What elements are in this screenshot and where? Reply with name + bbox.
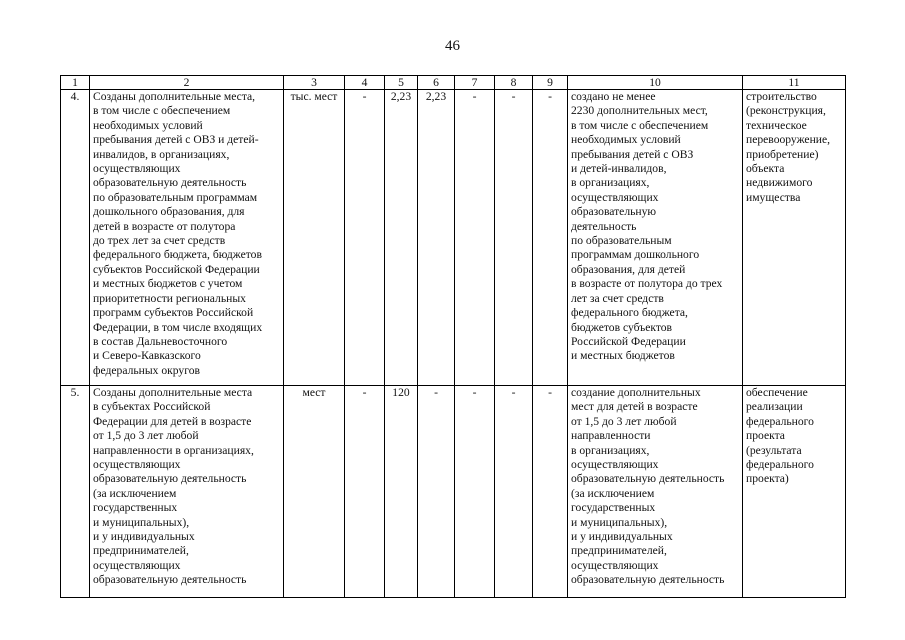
header-col-10: 10 bbox=[568, 76, 743, 90]
text-line: в том числе с обеспечением bbox=[93, 104, 231, 118]
header-col-11: 11 bbox=[743, 76, 846, 90]
text-line: (реконструкция, bbox=[746, 104, 826, 118]
value-col-7: - bbox=[455, 90, 495, 386]
result-type bbox=[743, 90, 846, 386]
text-line: мест для детей в возрасте bbox=[571, 400, 698, 414]
text-line: от 1,5 до 3 лет любой bbox=[571, 414, 677, 428]
text-line: приоритетности региональных bbox=[93, 291, 246, 305]
text-line: предпринимателей, bbox=[571, 544, 667, 558]
page-number: 46 bbox=[445, 38, 460, 54]
unit-cell: тыс. мест bbox=[284, 90, 345, 386]
text-line: (за исключением bbox=[571, 486, 655, 500]
header-row bbox=[61, 76, 846, 90]
text-line: и местных бюджетов с учетом bbox=[93, 277, 243, 291]
text-line: и детей-инвалидов, bbox=[571, 162, 667, 176]
text-line: осуществляющих bbox=[93, 458, 181, 472]
text-line: пребывания детей с ОВЗ и детей- bbox=[93, 133, 259, 147]
text-line: государственных bbox=[571, 501, 656, 515]
text-line: образовательную деятельность bbox=[93, 573, 247, 587]
text-line: проекта) bbox=[746, 472, 789, 486]
table-row bbox=[61, 90, 846, 386]
text-line: государственных bbox=[93, 501, 178, 515]
text-line: осуществляющих bbox=[93, 162, 181, 176]
measure-name bbox=[90, 90, 284, 386]
header-col-2: 2 bbox=[90, 76, 284, 90]
row-number: 5. bbox=[61, 386, 90, 598]
text-line: и муниципальных), bbox=[93, 515, 190, 529]
text-line: техническое bbox=[746, 118, 807, 132]
header-col-9: 9 bbox=[533, 76, 568, 90]
measure-name bbox=[90, 386, 284, 598]
text-line: в том числе с обеспечением bbox=[571, 118, 709, 132]
unit-cell: мест bbox=[284, 386, 345, 598]
header-col-4: 4 bbox=[345, 76, 385, 90]
text-line: субъектов Российской Федерации bbox=[93, 262, 260, 276]
text-line: осуществляющих bbox=[93, 558, 181, 572]
text-line: необходимых условий bbox=[571, 133, 681, 147]
row-number: 4. bbox=[61, 90, 90, 386]
text-line: по образовательным программам bbox=[93, 190, 258, 204]
header-col-3: 3 bbox=[284, 76, 345, 90]
text-line: осуществляющих bbox=[571, 190, 659, 204]
text-line: федерального bbox=[746, 414, 814, 428]
table-row bbox=[61, 386, 846, 598]
value-col-6: - bbox=[418, 386, 455, 598]
text-line: до трех лет за счет средств bbox=[93, 234, 226, 248]
text-line: пребывания детей с ОВЗ bbox=[571, 147, 694, 161]
value-col-6: 2,23 bbox=[418, 90, 455, 386]
text-line: Созданы дополнительные места bbox=[93, 386, 253, 399]
text-line: бюджетов субъектов bbox=[571, 320, 673, 334]
header-col-6: 6 bbox=[418, 76, 455, 90]
text-line: строительство bbox=[746, 90, 817, 103]
value-col-5: 120 bbox=[385, 386, 418, 598]
text-line: в субъектах Российской bbox=[93, 400, 211, 414]
header-col-5: 5 bbox=[385, 76, 418, 90]
text-line: федерального бюджета, bbox=[571, 306, 688, 320]
text-line: предпринимателей, bbox=[93, 544, 189, 558]
text-line: имущества bbox=[746, 190, 801, 204]
header-col-7: 7 bbox=[455, 76, 495, 90]
text-line: образовательную деятельность bbox=[93, 176, 247, 190]
text-line: в возрасте от полутора до трех bbox=[571, 277, 723, 291]
value-col-5: 2,23 bbox=[385, 90, 418, 386]
header-col-1: 1 bbox=[61, 76, 90, 90]
text-line: создано не менее bbox=[571, 90, 656, 103]
text-line: программам дошкольного bbox=[571, 248, 700, 262]
text-line: недвижимого bbox=[746, 176, 813, 190]
text-line: образовательную деятельность bbox=[571, 573, 725, 587]
text-line: и Северо-Кавказского bbox=[93, 349, 201, 363]
value-col-7: - bbox=[455, 386, 495, 598]
text-line: и у индивидуальных bbox=[571, 530, 673, 544]
result-description bbox=[568, 386, 743, 598]
text-line: Федерации, в том числе входящих bbox=[93, 320, 263, 334]
text-line: образовательную bbox=[571, 205, 657, 219]
text-line: Российской Федерации bbox=[571, 334, 686, 348]
text-line: осуществляющих bbox=[571, 558, 659, 572]
text-line: (за исключением bbox=[93, 486, 177, 500]
text-line: перевооружение, bbox=[746, 133, 831, 147]
text-line: в организациях, bbox=[571, 443, 650, 457]
text-line: образования, для детей bbox=[571, 262, 686, 276]
value-col-9: - bbox=[533, 90, 568, 386]
text-line: деятельность bbox=[571, 219, 637, 233]
text-line: и у индивидуальных bbox=[93, 530, 195, 544]
text-line: и муниципальных), bbox=[571, 515, 668, 529]
text-line: в состав Дальневосточного bbox=[93, 334, 228, 348]
text-line: образовательную деятельность bbox=[93, 472, 247, 486]
text-line: обеспечение bbox=[746, 386, 808, 399]
text-line: объекта bbox=[746, 162, 785, 176]
result-type bbox=[743, 386, 846, 598]
text-line: федеральных округов bbox=[93, 363, 200, 377]
header-col-8: 8 bbox=[495, 76, 533, 90]
text-line: Созданы дополнительные места, bbox=[93, 90, 256, 103]
text-line: лет за счет средств bbox=[571, 291, 664, 305]
text-line: и местных бюджетов bbox=[571, 349, 675, 363]
value-col-4: - bbox=[345, 386, 385, 598]
value-col-8: - bbox=[495, 90, 533, 386]
document-table bbox=[60, 75, 846, 598]
text-line: создание дополнительных bbox=[571, 386, 701, 399]
value-col-4: - bbox=[345, 90, 385, 386]
text-line: образовательную деятельность bbox=[571, 472, 725, 486]
text-line: по образовательным bbox=[571, 234, 672, 248]
text-line: осуществляющих bbox=[571, 458, 659, 472]
text-line: программ субъектов Российской bbox=[93, 306, 254, 320]
text-line: от 1,5 до 3 лет любой bbox=[93, 429, 199, 443]
text-line: необходимых условий bbox=[93, 118, 203, 132]
value-col-9: - bbox=[533, 386, 568, 598]
text-line: инвалидов, в организациях, bbox=[93, 147, 230, 161]
text-line: направленности bbox=[571, 429, 651, 443]
text-line: в организациях, bbox=[571, 176, 650, 190]
text-line: (результата bbox=[746, 443, 802, 457]
result-description bbox=[568, 90, 743, 386]
text-line: 2230 дополнительных мест, bbox=[571, 104, 708, 118]
text-line: реализации bbox=[746, 400, 803, 414]
text-line: направленности в организациях, bbox=[93, 443, 254, 457]
text-line: федерального bbox=[746, 458, 814, 472]
text-line: федерального бюджета, бюджетов bbox=[93, 248, 262, 262]
text-line: Федерации для детей в возрасте bbox=[93, 414, 252, 428]
text-line: дошкольного образования, для bbox=[93, 205, 245, 219]
text-line: детей в возрасте от полутора bbox=[93, 219, 236, 233]
text-line: приобретение) bbox=[746, 147, 819, 161]
value-col-8: - bbox=[495, 386, 533, 598]
text-line: проекта bbox=[746, 429, 785, 443]
